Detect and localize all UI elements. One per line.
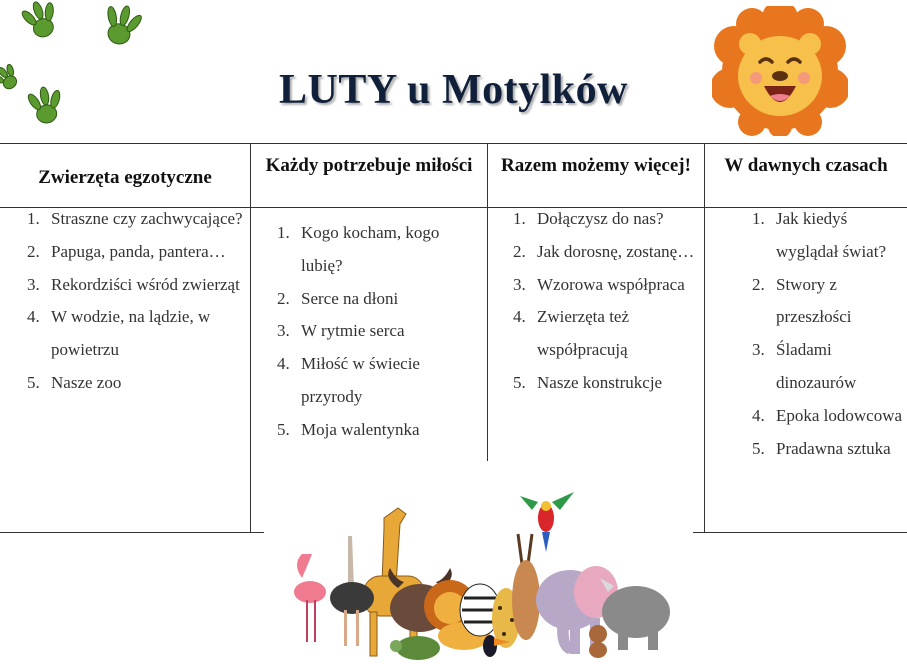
column-heading-3: Razem możemy więcej! bbox=[501, 155, 691, 176]
list-item: 3. Śladami dinozaurów bbox=[752, 340, 857, 392]
column-heading-4: W dawnych czasach bbox=[724, 155, 888, 176]
table-top-border bbox=[0, 143, 907, 144]
column-heading-1: Zwierzęta egzotyczne bbox=[38, 167, 212, 188]
list-item: 5. Nasze zoo bbox=[27, 372, 122, 392]
list-item: 4. Epoka lodowcowa bbox=[752, 405, 903, 425]
list-item: 4. Zwierzęta też współpracują bbox=[513, 307, 630, 360]
column-divider-1 bbox=[250, 143, 251, 532]
list-item: 5. Nasze konstrukcje bbox=[513, 372, 663, 392]
parrot-icon bbox=[520, 492, 574, 552]
topic-list-1 bbox=[27, 203, 249, 400]
topic-list-4 bbox=[752, 203, 904, 465]
list-item: 3. Rekordziści wśród zwierząt bbox=[27, 274, 240, 294]
list-item: 1. Jak kiedyś wyglądał świat? bbox=[752, 209, 886, 261]
list-item: 3. W rytmie serca bbox=[277, 321, 405, 341]
list-item: 5. Pradawna sztuka bbox=[752, 438, 891, 458]
list-item: 5. Moja walentynka bbox=[277, 419, 420, 439]
column-heading-2: Każdy potrzebuje miłości bbox=[265, 155, 473, 176]
topic-list-3 bbox=[513, 203, 698, 400]
list-item: 1. Dołączysz do nas? bbox=[513, 209, 664, 228]
list-item: 2. Stwory z przeszłości bbox=[752, 274, 852, 327]
list-item: 3. Wzorowa współpraca bbox=[513, 274, 685, 294]
list-item: 1. Kogo kocham, kogo lubię? bbox=[277, 223, 440, 275]
list-item: 4. W wodzie, na lądzie, w powietrzu bbox=[27, 307, 211, 360]
page-title: LUTY u Motylków bbox=[279, 67, 628, 113]
list-item: 2. Serce na dłoni bbox=[277, 288, 399, 308]
list-item: 1. Straszne czy zachwycające? bbox=[27, 209, 243, 228]
list-item: 2. Jak dorosnę, zostanę… bbox=[513, 241, 695, 261]
table-bottom-border-right bbox=[693, 532, 907, 533]
topic-list-2 bbox=[277, 217, 467, 447]
column-divider-3 bbox=[704, 143, 705, 532]
animals-group-illustration bbox=[270, 488, 690, 664]
list-item: 2. Papuga, panda, pantera… bbox=[27, 241, 226, 261]
list-item: 4. Miłość w świecie przyrody bbox=[277, 354, 420, 406]
table-bottom-border-left bbox=[0, 532, 264, 533]
column-divider-2 bbox=[487, 143, 488, 461]
